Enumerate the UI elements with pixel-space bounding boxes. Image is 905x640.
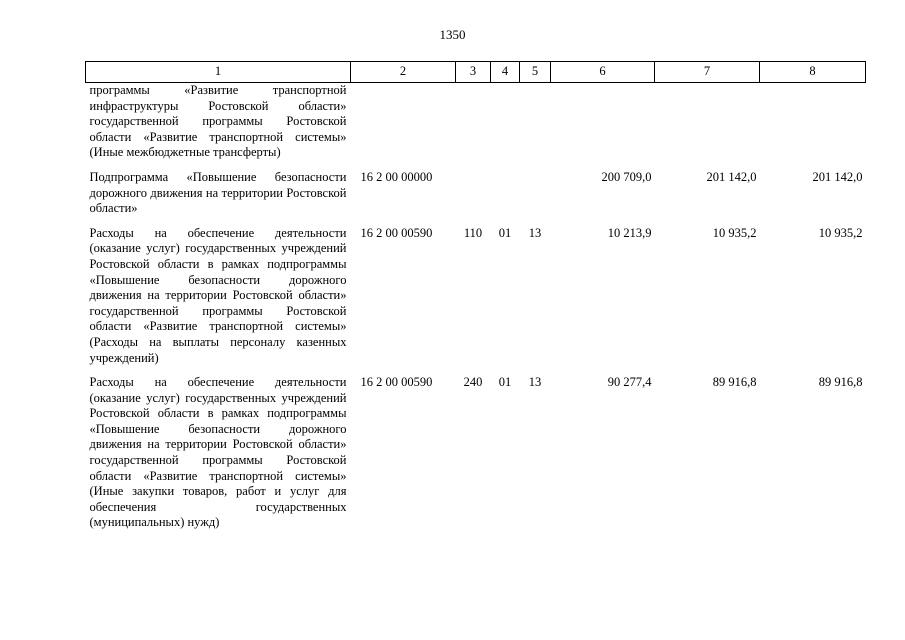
row-description: Расходы на обеспечение деятельности (оказание услуг) государственных учреждений Ростовской области в рамках подпрограммы «Повышение безопасности дорожного движения на территории Ростовской области» государственной программы Ростовской области «Развитие транспортной системы» (Расходы на выплаты персоналу казенных учреждений): [89, 225, 347, 365]
row-description: Подпрограмма «Повышение безопасности дорожного движения на территории Ростовской области»: [89, 169, 347, 216]
section-code: 01: [498, 375, 512, 390]
row-spacer: [86, 217, 866, 226]
amount-col-6: [551, 83, 655, 161]
expense-type-code: 240: [463, 375, 483, 390]
column-header-1: 1: [86, 62, 351, 83]
target-article-code: 16 2 00 00590: [360, 375, 433, 390]
row-spacer: [86, 161, 866, 170]
column-header-7: 7: [655, 62, 760, 83]
column-header-5: 5: [520, 62, 551, 83]
amount-col-6: 200 709,0: [601, 169, 652, 184]
column-number-row: [86, 62, 866, 83]
subsection-code: [520, 83, 551, 161]
expense-type-code: [456, 170, 491, 217]
amount-col-8: 89 916,8: [818, 375, 863, 390]
row-description: программы «Развитие транспортной инфраструктуры Ростовской области» государственной программы Ростовской области «Развитие транспортной системы» (Иные межбюджетные трансферты): [89, 83, 347, 160]
amount-col-6: 10 213,9: [607, 225, 652, 240]
amount-col-8: 201 142,0: [812, 169, 863, 184]
column-header-3: 3: [456, 62, 491, 83]
expense-type-code: [456, 83, 491, 161]
row-description: Расходы на обеспечение деятельности (оказание услуг) государственных учреждений Ростовской области в рамках подпрограммы «Повышение безопасности дорожного движения на территории Ростовской области» государственной программы Ростовской области «Развитие транспортной системы» (Иные закупки товаров, работ и услуг для обеспечения государственных (муниципальных) нужд): [89, 375, 347, 530]
table-row: [86, 375, 866, 531]
expense-type-code: 110: [463, 225, 483, 240]
subsection-code: 13: [528, 225, 542, 240]
target-article-code: 16 2 00 00590: [360, 225, 433, 240]
row-spacer: [86, 366, 866, 375]
target-article-code: [351, 83, 456, 161]
section-code: [491, 83, 520, 161]
amount-col-7: 10 935,2: [712, 225, 757, 240]
amount-col-7: 89 916,8: [712, 375, 757, 390]
budget-table: [85, 61, 866, 531]
subsection-code: [520, 170, 551, 217]
amount-col-6: 90 277,4: [607, 375, 652, 390]
amount-col-8: 10 935,2: [818, 225, 863, 240]
column-header-4: 4: [491, 62, 520, 83]
column-header-2: 2: [351, 62, 456, 83]
table-row: [86, 226, 866, 366]
section-code: 01: [498, 225, 512, 240]
amount-col-7: 201 142,0: [706, 169, 757, 184]
section-code: [491, 170, 520, 217]
target-article-code: 16 2 00 00000: [360, 169, 433, 184]
amount-col-7: [655, 83, 760, 161]
column-header-6: 6: [551, 62, 655, 83]
table-row: [86, 83, 866, 161]
amount-col-8: [760, 83, 866, 161]
table-row: [86, 170, 866, 217]
page-number: 1350: [439, 27, 466, 42]
column-header-8: 8: [760, 62, 866, 83]
subsection-code: 13: [528, 375, 542, 390]
